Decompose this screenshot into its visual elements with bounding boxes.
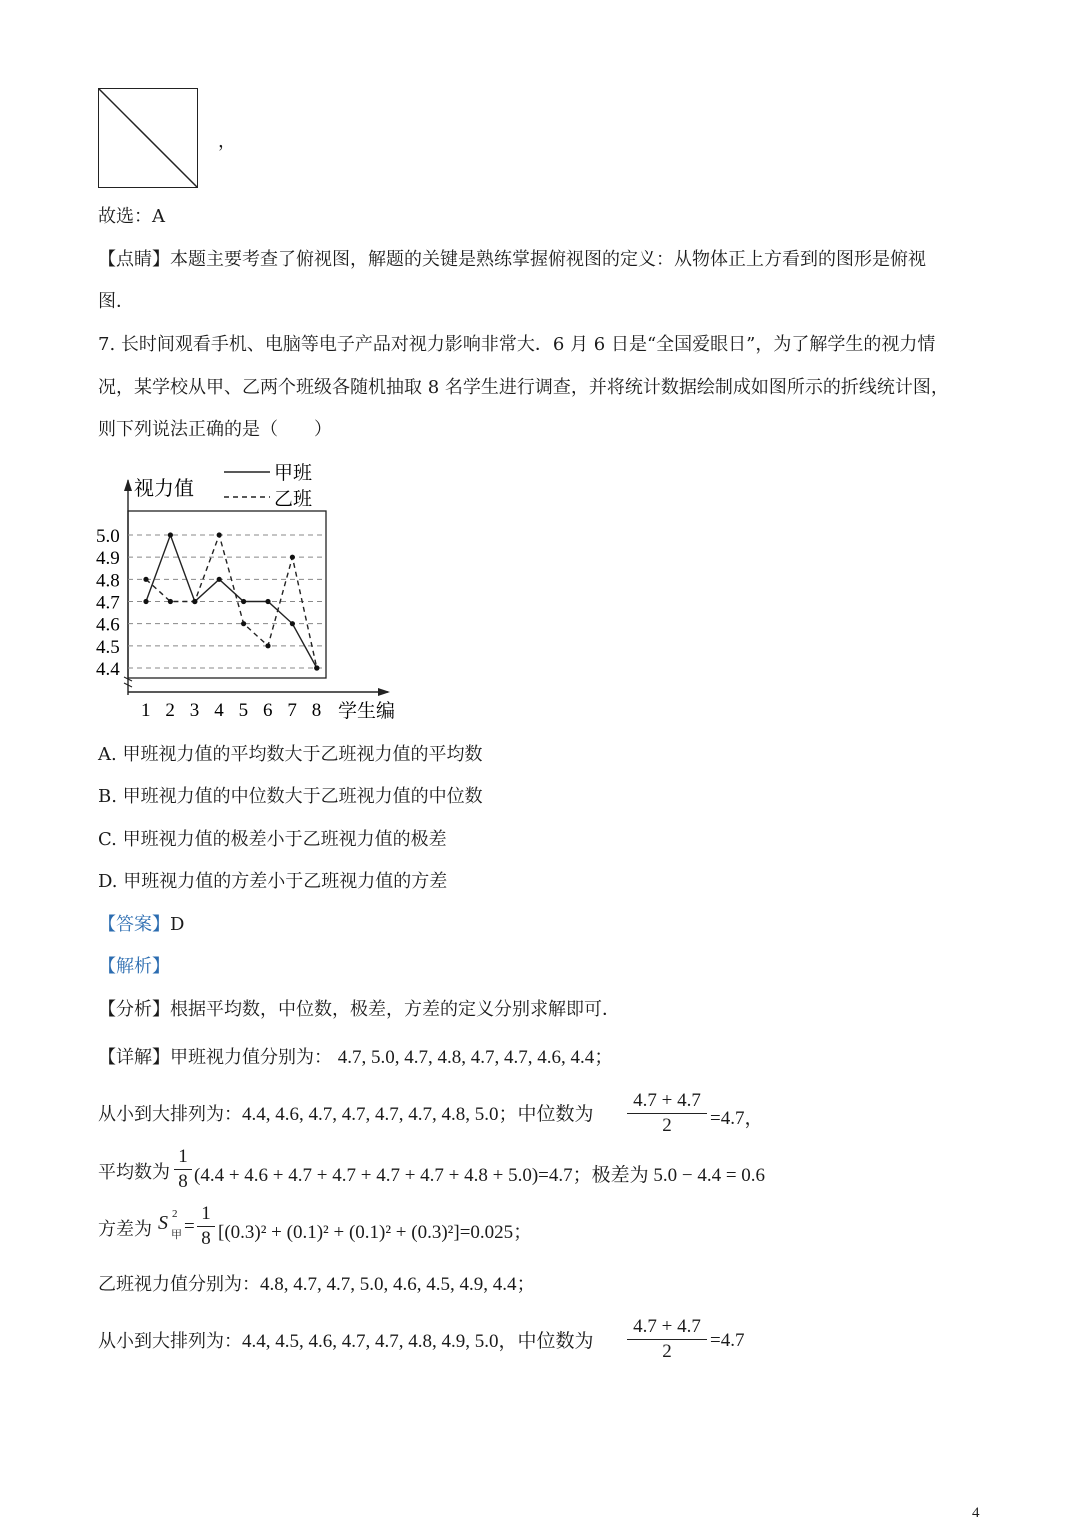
var-label: 方差为 (98, 1219, 152, 1240)
detail-label: 【详解】甲班视力值分别为： (98, 1047, 332, 1068)
data-point (143, 599, 148, 604)
mean-expression: (4.4 + 4.6 + 4.7 + 4.7 + 4.7 + 4.7 + 4.8 + 5.0)=4.7；极差为 5.0 − 4.4 = 0.6 (194, 1165, 766, 1186)
question-line-1: 7. 长时间观看手机、电脑等电子产品对视力影响非常大．6 月 6 日是“全国爱眼日”，为了解学生的视力情 (98, 334, 936, 355)
var-den: 8 (201, 1228, 211, 1249)
question-line-2: 况，某学校从甲、乙两个班级各随机抽取 8 名学生进行调查，并将统计数据绘制成如图所示的折线统计图， (98, 377, 949, 398)
answer-value: D (170, 914, 185, 935)
square-diagonal (98, 88, 198, 188)
var-num: 1 (201, 1203, 211, 1224)
figure-comma: ， (218, 131, 236, 152)
x-tick-label: 8 (311, 700, 322, 721)
line-chart (90, 455, 410, 730)
data-point (217, 577, 222, 582)
x-tick-label: 6 (263, 700, 273, 721)
yi-label: 乙班视力值分别为： (98, 1274, 260, 1295)
var-fraction (197, 1203, 215, 1250)
detail-line (98, 1046, 613, 1070)
var-sub: 甲 (171, 1228, 182, 1241)
sort1-values: 4.4, 4.6, 4.7, 4.7, 4.7, 4.7, 4.8, 5.0；中位数为 (242, 1104, 594, 1125)
var-symbol (158, 1212, 168, 1235)
mean-fraction (174, 1146, 192, 1193)
y-tick-label: 4.8 (96, 570, 120, 592)
x-tick-label: 3 (189, 700, 200, 721)
option-a: A. 甲班视力值的平均数大于乙班视力值的平均数 (98, 744, 483, 765)
var-s: S (158, 1212, 168, 1234)
x-tick-label: 5 (238, 700, 249, 721)
option-b: B. 甲班视力值的中位数大于乙班视力值的中位数 (98, 786, 483, 807)
yi-values: 4.8, 4.7, 4.7, 5.0, 4.6, 4.5, 4.9, 4.4； (260, 1274, 536, 1295)
var-sup: 2 (172, 1208, 178, 1220)
data-point (290, 621, 295, 626)
y-tick-label: 4.4 (96, 659, 120, 680)
median1-bar (627, 1113, 707, 1114)
sort1-label: 从小到大排列为： (98, 1104, 242, 1125)
sort2-line (98, 1330, 594, 1354)
x-axis-arrow (378, 688, 390, 696)
var-expression: [(0.3)² + (0.1)² + (0.1)² + (0.3)²]=0.025； (218, 1222, 533, 1243)
analysis-line: 【分析】根据平均数，中位数，极差，方差的定义分别求解即可． (98, 999, 620, 1020)
mean-num: 1 (178, 1146, 188, 1167)
median1-den: 2 (662, 1115, 672, 1136)
mean-label: 平均数为 (98, 1162, 170, 1183)
analysis-tag: 【解析】 (98, 956, 170, 977)
data-point (192, 599, 197, 604)
y-tick-label: 4.7 (96, 592, 120, 614)
comment-line-2: 图． (98, 291, 134, 312)
mean-bar (174, 1169, 192, 1170)
median2-result: =4.7 (710, 1330, 745, 1351)
x-tick-label: 1 (141, 700, 151, 721)
x-axis-label: 学生编 (338, 701, 396, 722)
median2-den: 2 (662, 1341, 672, 1362)
median2-fraction (627, 1316, 707, 1363)
data-point (143, 577, 148, 582)
top-view-square (98, 88, 198, 188)
x-tick-label: 2 (165, 700, 175, 721)
mean-den: 8 (178, 1171, 188, 1192)
data-point (168, 532, 173, 537)
yi-line (98, 1273, 536, 1297)
legend-jia: 甲班 (274, 463, 313, 484)
y-tick-label: 4.9 (96, 548, 120, 570)
data-point (265, 599, 270, 604)
answer-line (98, 913, 184, 937)
y-axis-label: 视力值 (134, 478, 194, 500)
data-point (217, 532, 222, 537)
sort2-label: 从小到大排列为： (98, 1331, 242, 1352)
y-tick-label: 4.5 (96, 636, 120, 658)
median2-num: 4.7 + 4.7 (633, 1316, 701, 1337)
y-tick-label: 5.0 (96, 526, 120, 547)
var-bar (197, 1226, 215, 1227)
option-d: D. 甲班视力值的方差小于乙班视力值的方差 (98, 871, 448, 892)
option-c: C. 甲班视力值的极差小于乙班视力值的极差 (98, 829, 447, 850)
median1-result: =4.7， (710, 1108, 764, 1129)
sort2-values: 4.4, 4.5, 4.6, 4.7, 4.7, 4.8, 4.9, 5.0，中位数为 (242, 1331, 594, 1352)
median1-num: 4.7 + 4.7 (633, 1090, 701, 1111)
question-line-3: 则下列说法正确的是（ ） (98, 419, 332, 440)
median1-fraction (627, 1090, 707, 1137)
var-eq: = (184, 1216, 195, 1237)
legend-yi: 乙班 (274, 489, 313, 510)
data-point (241, 621, 246, 626)
answer-tag: 【答案】 (98, 914, 170, 935)
data-point (168, 599, 173, 604)
data-point (314, 665, 319, 670)
data-point (290, 555, 295, 560)
y-tick-label: 4.6 (96, 614, 120, 636)
median2-bar (627, 1339, 707, 1340)
x-tick-label: 7 (287, 700, 297, 721)
x-tick-label: 4 (214, 700, 224, 721)
plot-frame (128, 511, 326, 678)
detail-values: 4.7, 5.0, 4.7, 4.8, 4.7, 4.7, 4.6, 4.4； (337, 1047, 614, 1068)
y-axis-arrow (124, 479, 132, 491)
sort1-line (98, 1103, 594, 1127)
comment-line: 【点睛】本题主要考查了俯视图，解题的关键是熟练掌握俯视图的定义：从物体正上方看到的图形是俯视 (98, 249, 926, 270)
data-point (241, 599, 246, 604)
data-point (265, 643, 270, 648)
page-number: 4 (972, 1505, 980, 1521)
choice-line: 故选：A (98, 206, 165, 227)
